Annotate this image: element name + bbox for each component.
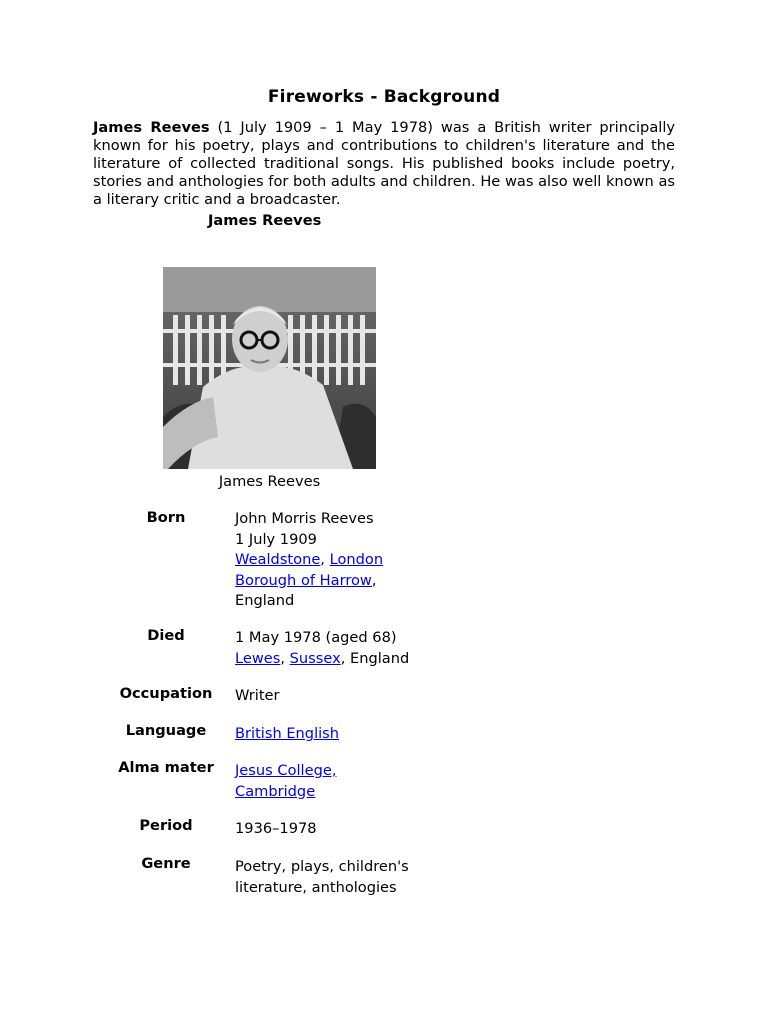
born-name: John Morris Reeves [235, 510, 374, 527]
intro-text: (1 July 1909 – 1 May 1978) was a British writer principally known for his poetry, plays and contributions to children's literature and the literature of collected traditional songs. His published books include poetry, stories and anthologies for both adults and children. He was also well known as a literary critic and a broadcaster. [93, 119, 676, 208]
lewes-link[interactable]: Lewes [235, 649, 281, 667]
died-label: Died [147, 627, 185, 644]
died-value [235, 628, 435, 669]
jesus-college-cambridge-link[interactable]: Jesus College, Cambridge [235, 762, 337, 800]
intro-paragraph [93, 119, 675, 209]
born-label: Born [146, 509, 186, 526]
born-country: England [235, 592, 295, 609]
occupation-label: Occupation [119, 685, 213, 702]
alma-mater-label: Alma mater [118, 759, 214, 776]
genre-value: Poetry, plays, children's literature, anthologies [235, 858, 409, 896]
british-english-link[interactable]: British English [235, 725, 340, 742]
occupation-value: Writer [235, 687, 280, 704]
period-label: Period [139, 817, 193, 834]
alma-mater-value [235, 761, 365, 802]
wealdstone-link[interactable]: Wealdstone [235, 551, 321, 568]
infobox-title: James Reeves [208, 212, 322, 229]
sussex-link[interactable]: Sussex [289, 649, 341, 667]
london-borough-of-harrow-link[interactable]: London Borough of Harrow [235, 551, 384, 589]
died-separator: , [280, 649, 290, 667]
page-title: Fireworks - Background [267, 87, 501, 107]
born-separator: , [320, 551, 330, 568]
born-value [235, 509, 435, 612]
period-value: 1936–1978 [235, 820, 317, 837]
photo-caption: James Reeves [218, 473, 321, 490]
intro-name: James Reeves [93, 119, 210, 136]
born-date: 1 July 1909 [235, 530, 317, 548]
died-date: 1 May 1978 (aged 68) [235, 629, 397, 646]
portrait-photo [163, 267, 376, 469]
language-label: Language [125, 722, 207, 739]
born-separator-2: , [371, 571, 377, 589]
died-place [235, 649, 435, 670]
language-value [235, 724, 435, 745]
genre-label: Genre [141, 855, 191, 872]
died-country: , England [340, 649, 410, 667]
born-place [235, 550, 435, 591]
